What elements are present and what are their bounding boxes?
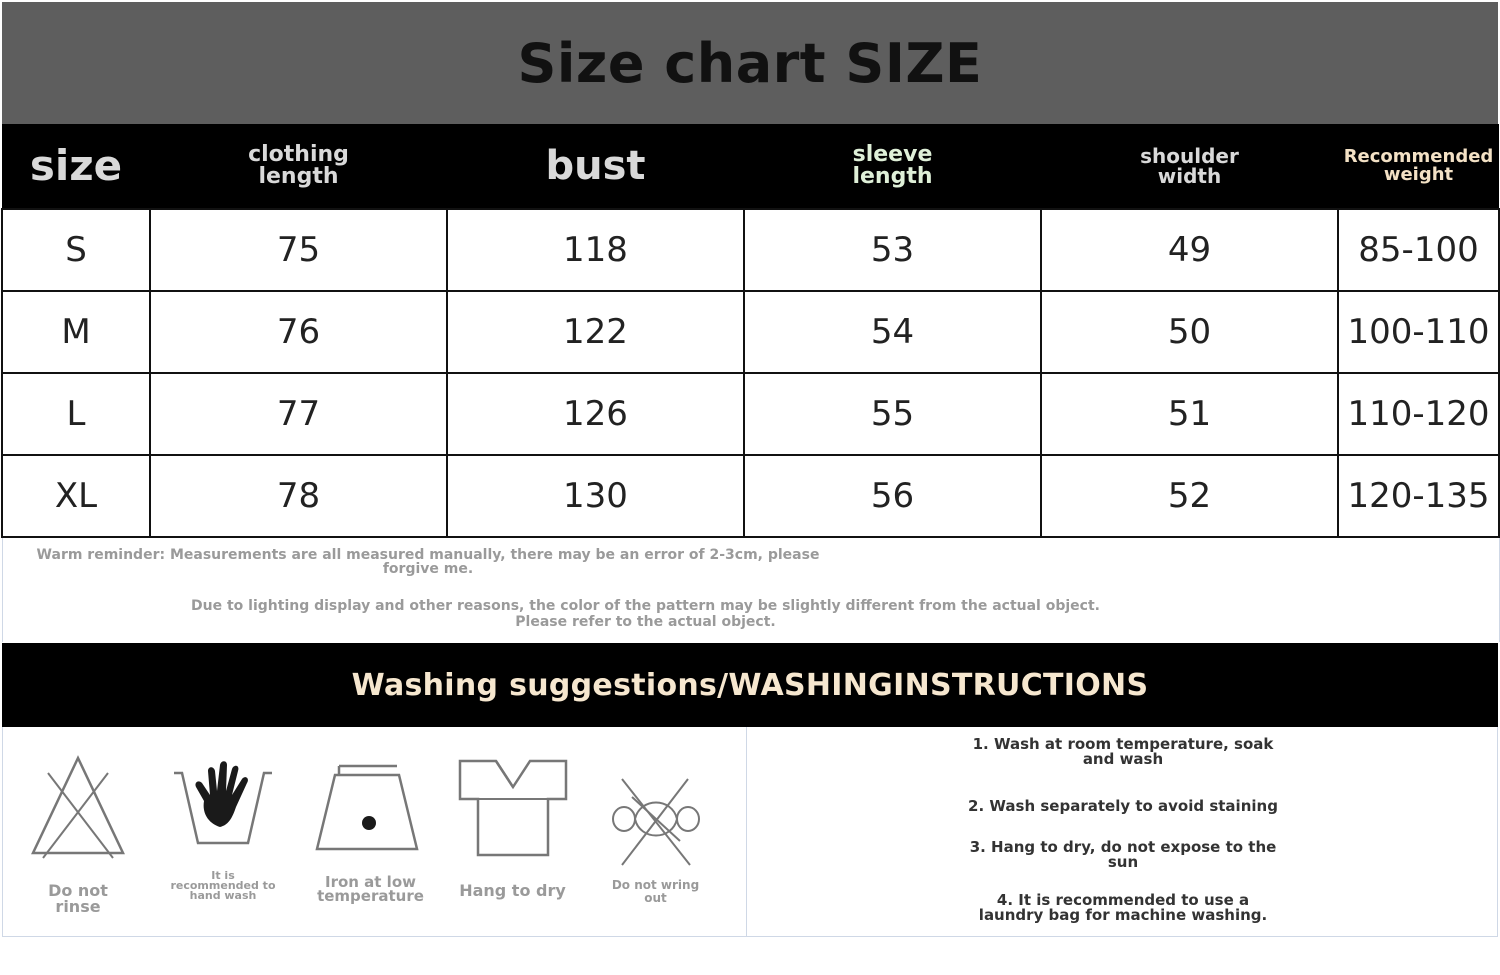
cell-bust: 126: [447, 373, 744, 455]
cell-size: M: [2, 291, 150, 373]
cell-sleeve-length: 54: [744, 291, 1041, 373]
cell-clothing-length: 76: [150, 291, 447, 373]
title-bar: [2, 2, 1498, 124]
column-header-shoulder-width: shoulder width: [1041, 124, 1338, 209]
cell-sleeve-length: 56: [744, 455, 1041, 537]
cell-recommended-weight: 100-110: [1338, 291, 1499, 373]
color-notice: Due to lighting display and other reasons, the color of the pattern may be slightly different from the actual object. Please refer to the actual object.: [191, 598, 1100, 630]
column-header-size: size: [2, 124, 150, 209]
care-item-iron-low: [308, 763, 433, 903]
column-header-bust: bust: [447, 124, 744, 209]
washing-section: [2, 727, 1498, 937]
iron-low-icon: [311, 763, 431, 853]
cell-sleeve-length: 53: [744, 209, 1041, 291]
care-item-do-not-wring: [608, 777, 703, 905]
cell-size: S: [2, 209, 150, 291]
table-row: [2, 209, 1499, 291]
do-not-wring-icon: [610, 777, 702, 867]
cell-shoulder-width: 51: [1041, 373, 1338, 455]
hang-dry-icon: [456, 757, 570, 859]
table-row: [2, 373, 1499, 455]
cell-bust: 118: [447, 209, 744, 291]
cell-clothing-length: 75: [150, 209, 447, 291]
column-header-recommended-weight: Recommended weight: [1338, 124, 1499, 209]
cell-size: XL: [2, 455, 150, 537]
size-table: [1, 124, 1500, 538]
cell-shoulder-width: 52: [1041, 455, 1338, 537]
column-header-sleeve-length: sleeve length: [744, 124, 1041, 209]
notes-section: [2, 538, 1500, 642]
cell-recommended-weight: 120-135: [1338, 455, 1499, 537]
cell-size: L: [2, 373, 150, 455]
cell-recommended-weight: 85-100: [1338, 209, 1499, 291]
care-item-do-not-rinse: [23, 753, 133, 915]
care-label: Iron at low temperature: [317, 873, 424, 905]
cell-clothing-length: 77: [150, 373, 447, 455]
instruction-item: 3. Hang to dry, do not expose to the sun: [969, 838, 1277, 871]
care-label: It is recommended to hand wash: [170, 869, 276, 902]
washing-title-bar: [2, 643, 1498, 727]
instruction-item: 4. It is recommended to use a laundry bag for machine washing.: [978, 891, 1268, 924]
hand-wash-icon: [170, 757, 276, 849]
size-table-header: [2, 124, 1499, 209]
cell-clothing-length: 78: [150, 455, 447, 537]
column-header-clothing-length: clothing length: [150, 124, 447, 209]
care-item-hang-dry: [455, 757, 570, 899]
do-not-rinse-icon: [28, 753, 128, 863]
cell-sleeve-length: 55: [744, 373, 1041, 455]
care-label: Hang to dry: [459, 881, 566, 900]
instruction-item: 2. Wash separately to avoid staining: [968, 797, 1278, 815]
table-row: [2, 291, 1499, 373]
measurement-reminder: Warm reminder: Measurements are all measured manually, there may be an error of 2-3cm, please forgive me.: [36, 547, 820, 577]
cell-recommended-weight: 110-120: [1338, 373, 1499, 455]
table-row: [2, 455, 1499, 537]
cell-bust: 122: [447, 291, 744, 373]
care-label: Do not rinse: [48, 881, 108, 916]
page-title: Size chart SIZE: [517, 31, 983, 95]
instruction-item: 1. Wash at room temperature, soak and wash: [972, 735, 1274, 768]
washing-title: Washing suggestions/WASHINGINSTRUCTIONS: [351, 667, 1149, 703]
care-label: Do not wring out: [611, 878, 700, 905]
cell-shoulder-width: 50: [1041, 291, 1338, 373]
divider: [746, 727, 747, 937]
cell-bust: 130: [447, 455, 744, 537]
cell-shoulder-width: 49: [1041, 209, 1338, 291]
care-item-hand-wash: [168, 757, 278, 901]
